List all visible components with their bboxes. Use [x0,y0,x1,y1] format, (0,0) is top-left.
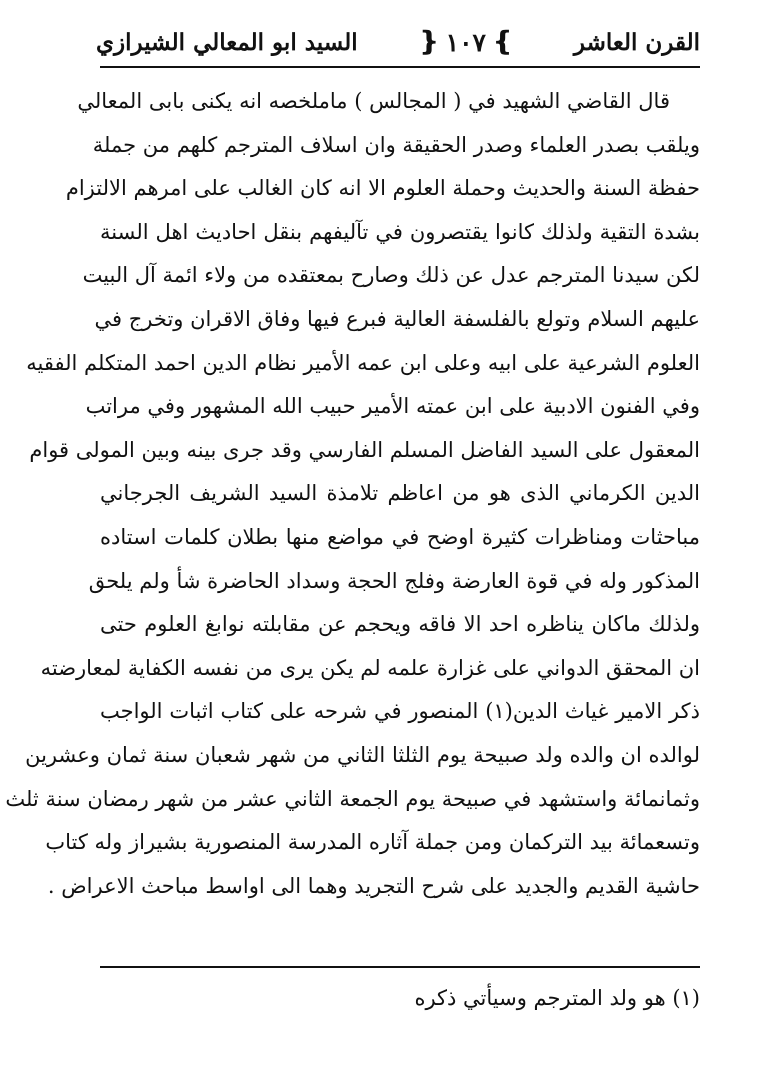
text-line: ولذلك ماكان يناظره احد الا فاقه ويحجم عن مقابلته نوابغ العلوم حتى [100,612,700,637]
text-line: لكن سيدنا المترجم عدل عن ذلك وصارح بمعتقده من ولاء ائمة آل البيت [82,263,700,288]
footnote: (١) هو ولد المترجم وسيأتي ذكره [414,986,700,1010]
text-line: قال القاضي الشهيد في ( المجالس ) ماملخصه انه يكنى بابى المعالي [77,89,670,113]
footnote-divider [100,966,700,968]
running-header [96,22,700,62]
text-line: ان المحقق الدواني على غزارة علمه لم يكن يرى من نفسه الكفاية لمعارضته [40,655,700,680]
text-line: المذكور وله في قوة العارضة وفلج الحجة وسداد الحاضرة شأ ولم يلحق [88,568,700,593]
text-line: وفي الفنون الادبية على ابن عمته الأمير حبيب الله المشهور وفي مراتب [85,394,700,419]
page-number: ١٠٧ [445,27,486,57]
text-line: بشدة التقية ولذلك كانوا يقتصرون في تآليفهم بنقل احاديث اهل السنة [100,219,700,244]
header-century-title: القرن العاشر [573,28,700,56]
text-line: عليهم السلام وتولع بالفلسفة العالية فبرع فيها وفاق الاقران وتخرج في [94,306,700,331]
header-divider [100,66,700,68]
text-line: وتسعمائة بيد التركمان ومن جملة آثاره المدرسة المنصورية بشيراز وله كتاب [45,830,700,855]
text-line: حفظة السنة والحديث وحملة العلوم الا انه كان الغالب على امرهم الالتزام [65,176,700,201]
header-page-number-group [418,28,514,57]
text-line: مباحثات ومناظرات كثيرة اوضح في مواضع منها بطلان كلمات استاده [100,524,700,549]
main-text-block [5,80,700,908]
text-line: ذكر الامير غياث الدين(١) المنصور في شرحه على كتاب اثبات الواجب [100,699,700,724]
text-line: وثمانمائة واستشهد في صبيحة يوم الجمعة الثاني عشر من شهر رمضان سنة ثلث [5,786,700,811]
text-line: حاشية القديم والجديد على شرح التجريد وهما الى اواسط مباحث الاعراض . [47,873,700,898]
text-line: المعقول على السيد الفاضل المسلم الفارسي وقد جرى بينه وبين المولى قوام [29,437,700,462]
ornament-bracket-right-icon: ❵ [491,27,514,57]
text-line: لوالده ان والده ولد صبيحة يوم الثلثا الثاني من شهر شعبان سنة ثمان وعشرين [25,742,700,767]
text-line: العلوم الشرعية على ابيه وعلى ابن عمه الأمير نظام الدين احمد المتكلم الفقيه [26,350,700,375]
header-biography-title: السيد ابو المعالي الشيرازي [96,28,358,56]
text-line: الدين الكرماني الذى هو من اعاظم تلامذة السيد الشريف الجرجاني [100,481,700,506]
ornament-bracket-left-icon: ❴ [417,27,440,57]
text-line: ويلقب بصدر العلماء وصدر الحقيقة وان اسلاف المترجم كلهم من جملة [92,132,700,157]
